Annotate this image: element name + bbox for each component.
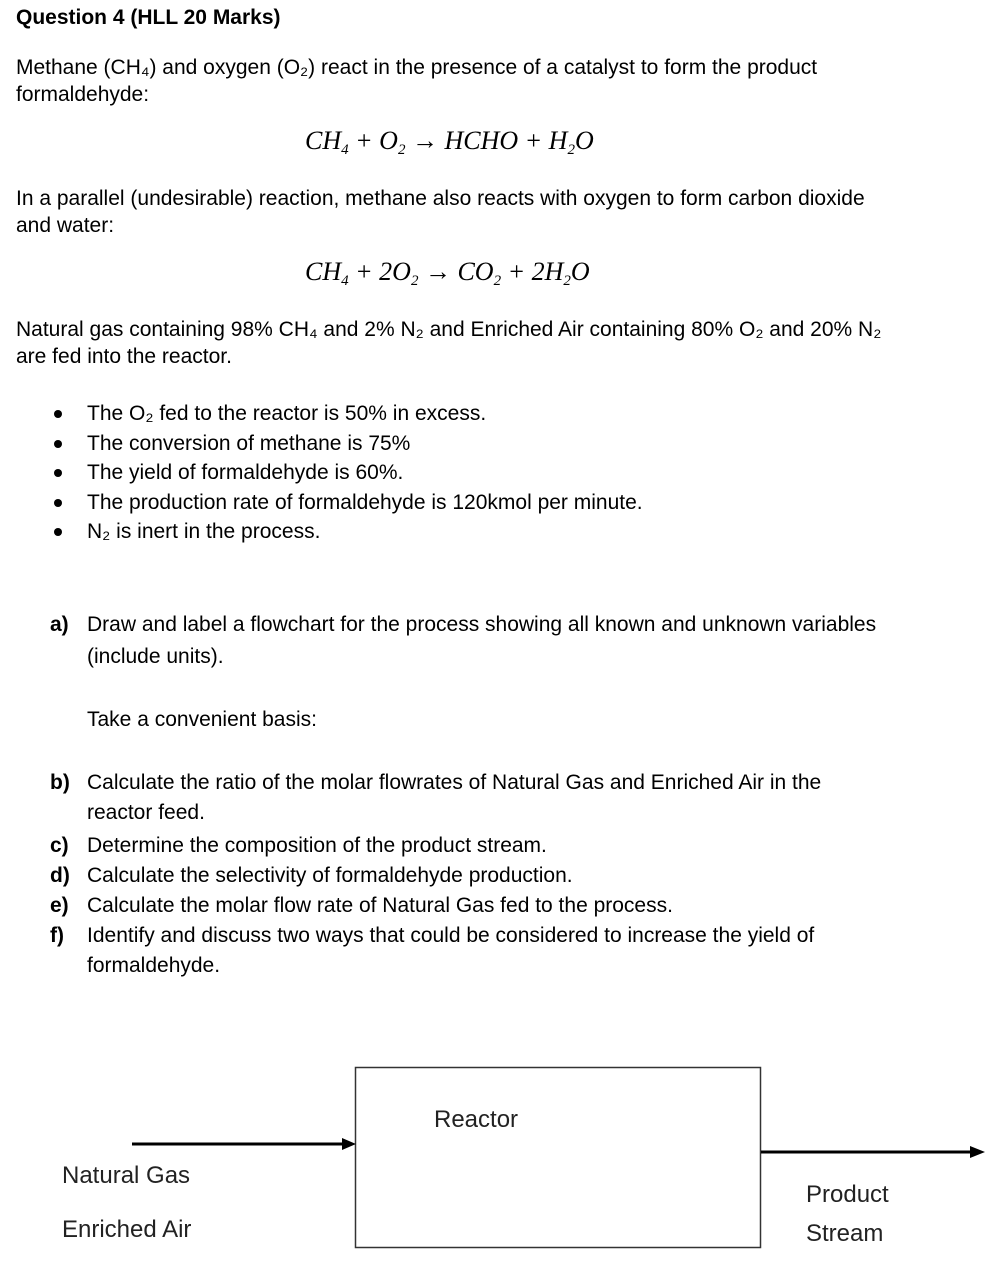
natural-gas-label: Natural Gas bbox=[62, 1162, 191, 1189]
stream-label: Stream bbox=[806, 1220, 884, 1247]
list-item: The O₂ fed to the reactor is 50% in excess. bbox=[14, 399, 643, 429]
basis-prompt: Take a convenient basis: bbox=[87, 708, 317, 731]
list-item: The yield of formaldehyde is 60%. bbox=[14, 458, 643, 488]
enriched-air-label: Enriched Air bbox=[62, 1216, 192, 1243]
reactor-label: Reactor bbox=[434, 1106, 519, 1133]
bullet-icon bbox=[54, 528, 62, 536]
bullet-icon bbox=[54, 499, 62, 507]
bullet-icon bbox=[54, 440, 62, 448]
question-title: Question 4 (HLL 20 Marks) bbox=[16, 6, 281, 29]
question-f: f) Identify and discuss two ways that could be considered to increase the yield of formaldehyde. bbox=[50, 924, 815, 977]
feed-arrow-head-icon bbox=[342, 1138, 356, 1150]
parallel-reaction-paragraph: In a parallel (undesirable) reaction, methane also reacts with oxygen to form carbon dioxide and water: bbox=[16, 187, 865, 237]
intro-paragraph: Methane (CH₄) and oxygen (O₂) react in the presence of a catalyst to form the product formaldehyde: bbox=[16, 56, 818, 106]
feed-description: Natural gas containing 98% CH₄ and 2% N₂ and Enriched Air containing 80% O₂ and 20% N₂ are fed into the reactor. bbox=[16, 318, 882, 368]
reactor-box bbox=[356, 1068, 761, 1248]
bullet-icon bbox=[54, 410, 62, 418]
question-b: b) Calculate the ratio of the molar flowrates of Natural Gas and Enriched Air in the reactor feed. bbox=[50, 771, 822, 824]
list-item: N₂ is inert in the process. bbox=[14, 517, 643, 547]
product-label: Product bbox=[806, 1181, 889, 1208]
process-conditions-list bbox=[14, 399, 643, 547]
reaction-equation-2: $CH_4 + 2O_2 \to CO_2 + 2H_2O$ bbox=[305, 257, 590, 289]
reaction-equation-1: $CH_4 + O_2$ → HCHO + $H_2O$ bbox=[305, 126, 594, 158]
bullet-icon bbox=[54, 469, 62, 477]
question-a: a) Draw and label a flowchart for the process showing all known and unknown variables (include units). bbox=[50, 613, 877, 668]
question-e: e) Calculate the molar flow rate of Natural Gas fed to the process. bbox=[50, 894, 673, 917]
question-c: c) Determine the composition of the product stream. bbox=[50, 834, 547, 857]
product-arrow-head-icon bbox=[970, 1146, 985, 1158]
question-d: d) Calculate the selectivity of formaldehyde production. bbox=[50, 864, 573, 887]
list-item: The conversion of methane is 75% bbox=[14, 429, 643, 459]
list-item: The production rate of formaldehyde is 120kmol per minute. bbox=[14, 488, 643, 518]
